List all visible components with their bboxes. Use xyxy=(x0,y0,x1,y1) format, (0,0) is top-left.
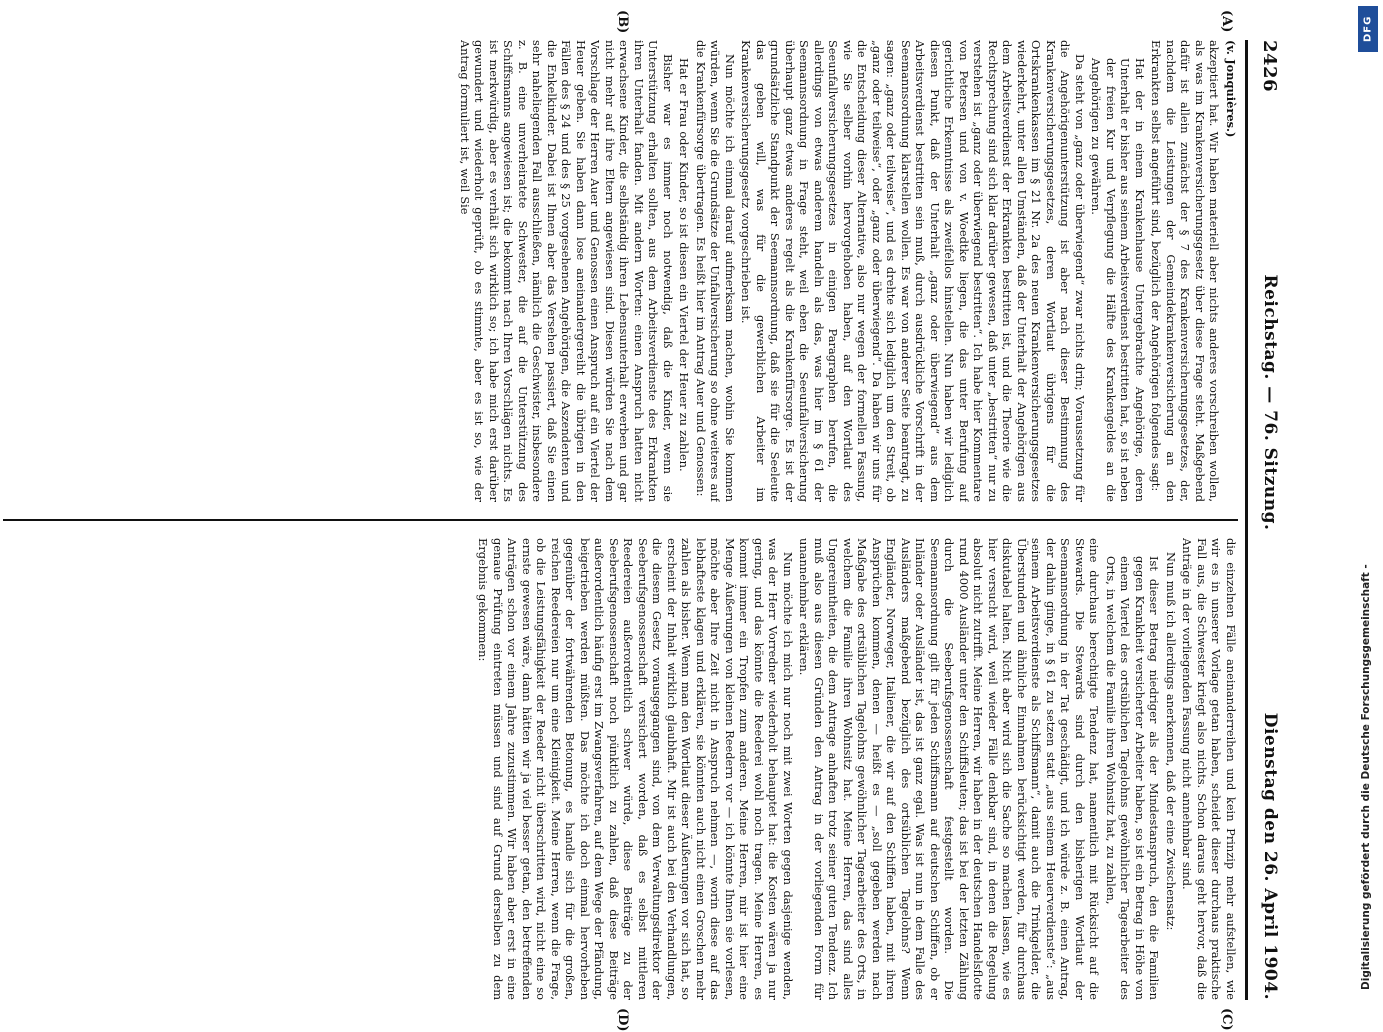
document-page xyxy=(0,10,1290,1032)
paragraph: eine durchaus berechtigte Tendenz hat, namentlich mit Rücksicht auf die Stewards. Die Stewards sind durch den bisherigen Wortlaut der Seemannsordnung in der Tat geschädigt, und ich würde z. B. einen Antrag, der dahin ginge, in § 61 zu setzen statt „aus seinem Heuerverdienste“: „aus seinem Arbeitsverdienste als Schiffsmann“, damit auch die Trinkgelder, die Überstunden und ähnliche Einnahmen berücksichtigt werden, für durchaus diskutabel halten. Nicht aber wird sich die Sache so machen lassen, wie es hier versucht wird, weil wieder Fälle denkbar sind, in denen die Regelung absolut nicht zutrifft. Meine Herren, wir haben in der deutschen Handelsflotte rund 4000 Ausländer unter den Schiffsleuten; das ist bei der letzten Zählung durch die Seeberufsgenossenschaft festgestellt worden. Die Seemannsordnung gilt für jeden Schiffsmann auf deutschen Schiffen, ob er Inländer oder Ausländer ist, das ist ganz egal. Was ist nun in dem Falle des Ausländers maßgebend bezüglich des ortsüblichen Tagelohns? Wenn Engländer, Norweger, Italiener, die wir auf den Schiffen haben, mit ihren Ansprüchen kommen, denen — heißt es — „soll gegeben werden nach Maßgabe des ortsüblichen Tagelohns gewöhnlicher Tagearbeiter des Orts, in welchem die Familie ihren Wohnsitz hat. Meine Herren, das sind alles Ungereimtheiten, die dem Antrage anhaften trotz seiner guten Tendenz. Ich muß also aus diesen Gründen den Antrag in der vorliegenden Form für unannehmbar erklären. xyxy=(797,538,1102,1000)
paragraph: Bisher war es immer noch notwendig, daß die Kinder, wenn sie Unterstützung erhalten sollten, aus dem Arbeitsverdienste des Erkrankten ihren Unterhalt fanden. Mit andern Worten: einen Anspruch hatten nicht erwachsene Kinder, die selbständig ihren Lebensunterhalt erwerben und gar nicht mehr auf ihre Eltern angewiesen sind. Diesen würden Sie nach dem Vorschlage der Herren Auer und Genossen einen Anspruch auf ein Viertel der Heuer geben. Sie haben dann lose aneinandergereiht die übrigen in den Fällen des § 24 und des § 25 vorgesehenen Angehörigen, die Aszendenten und die Enkelkinder. Dabei ist Ihnen aber das Versehen passiert, daß Sie einen sehr naheliegenden Fall ausschließen, nämlich die Geschwister, insbesondere z. B. eine unverheiratete Schwester, die auf die Unterstützung des Schiffsmanns angewiesen ist; die bekommt nach Ihren Vorschlägen nichts. Es ist merkwürdig, aber es verhält sich wirklich so; ich habe mich erst darüber gewundert und wiederholt geprüft, ob es stimmte, aber es ist so, wie der Antrag formuliert ist, weil Sie xyxy=(458,40,675,502)
quotation: Ist dieser Betrag niedriger als der Mindestanspruch, den die Familien gegen Krankheit versicherter Arbeiter haben, so ist ein Betrag in Höhe von einem Viertel des ortsüblichen Tagelohns gewöhnlicher Tagearbeiter des Orts, in welchem die Familie ihren Wohnsitz hat, zu zahlen, xyxy=(1104,556,1162,1000)
header-right-title: Dienstag den 26. April 1904. xyxy=(1260,712,1280,1000)
quotation: Hat er Frau oder Kinder, so ist diesen ein Viertel der Heuer zu zahlen. xyxy=(677,58,692,472)
page-header xyxy=(1250,40,1290,1000)
paragraph: akzeptiert hat. Wir haben materiell aber nichts anderes vorschreiben wollen, als was im Krankenversicherungsgesetz über diese Frage steht. Maßgebend dafür ist allein zunächst der § 7 des Krankenversicherungsgesetzes, der, nachdem die Leistungen der Gemeindekrankenversicherung an den Erkrankten selbst angeführt sind, bezüglich der Angehörigen folgendes sagt: xyxy=(1149,40,1222,502)
speaker-name: (v. Jonquières.) xyxy=(1224,40,1238,138)
dfg-logo: DFG xyxy=(1358,6,1378,52)
paragraph: Da steht von „ganz oder überwiegend“ zwar nichts drin; Voraussetzung für die Angehörigenunterstützung ist aber nach dieser Bestimmung des Krankenversicherungsgesetzes, deren Wortlaut übrigens für die Ortskrankenkassen im § 21 Nr. 2a des neuen Krankenversicherungsgesetzes wiederkehrt, unter allen Umständen, daß der Unterhalt der Angehörigen aus dem Arbeitsverdienst der Erkrankten bestritten ist, und die Theorie wie die Rechtsprechung sind sich klar darüber gewesen, daß unter „bestritten“ nur zu verstehen ist „ganz oder überwiegend bestritten“. Ich habe hier Kommentare von Petersen und von v. Woedtke liegen, die das unter Berufung auf gerichtliche Erkenntnisse als zweifellos hinstellen. Nun haben wir lediglich diesen Punkt, daß der Unterhalt „ganz oder überwiegend“ aus dem Arbeitsverdienst bestritten sein muß, durch ausdrückliche Vorschrift in der Seemannsordnung klarstellen wollen. Es war von anderer Seite beantragt, zu sagen: „ganz oder teilweise“, und es drehte sich lediglich um den Streit, ob „ganz oder teilweise“, oder „ganz oder überwiegend“. Da haben wir uns für die Entscheidung dieser Alternative, also nur wegen der formellen Fassung, wie Sie selber vorhin hervorgehoben haben, auf den Wortlaut des Seeunfallversicherungsgesetzes in einigen Paragraphen berufen, die allerdings von etwas anderem handeln als das, was hier im § 61 der Seemannsordnung in Frage steht, weil eben die Seeunfallversicherung überhaupt ganz etwas anderes regelt als die Krankenfürsorge. Es ist der grundsätzliche Standpunkt der Seemannsordnung, daß sie für die Seeleute das geben will, was für die gewerblichen Arbeiter im Krankenversicherungsgesetz vorgeschrieben ist. xyxy=(739,40,1087,502)
page-number: 2426 xyxy=(1259,40,1281,93)
paragraph: Nun möchte ich einmal darauf aufmerksam machen, wohin Sie kommen würden, wenn Sie die Grundsätze der Unfallversicherung so ohne weiteres auf die Krankenfürsorge übertragen. Es heißt hier im Antrag Auer und Genossen: xyxy=(694,40,737,502)
digitization-credit xyxy=(1356,0,1382,1000)
margin-marker-b: (B) xyxy=(615,10,630,34)
column-divider xyxy=(3,519,1238,521)
header-rule xyxy=(1245,40,1248,1000)
margin-marker-a: (A) xyxy=(1219,10,1234,33)
right-column xyxy=(3,538,1238,1000)
margin-marker-c: (C) xyxy=(1219,1008,1234,1031)
header-left-title: Reichstag. — 76. Sitzung. xyxy=(1260,274,1280,531)
paragraph: Nun möchte ich mich nur noch mit zwei Worten gegen dasjenige wenden, was der Herr Vorredner wiederholt behauptet hat: die Kosten wären ja nur gering, und das könnte die Reederei wohl noch tragen. Meine Herren, es kommt immer ein Tropfen zum anderen. Meine Herren, mir ist hier eine Menge Äußerungen von kleinen Reedern vor — ich könnte Ihnen sie vorlesen, möchte aber Ihre Zeit nicht in Anspruch nehmen —, worin diese auf das lebhafteste klagen und erklären, sie könnten auch nicht einen Groschen mehr zahlen als bisher. Wenn man den Wortlaut dieser Äußerungen vor sich hat, so erscheint der Inhalt wirklich glaubhaft. Mir ist auch bei den Verhandlungen, die diesem Gesetz vorausgegangen sind, von dem Verwaltungsdirektor der Seeberufsgenossenschaft versichert worden, daß es selbst mittleren Reedereien außerordentlich schwer würde, diese Beiträge zu der Seeberufsgenossenschaft noch pünktlich zu zahlen, daß diese Beiträge außerordentlich häufig erst im Zwangsverfahren, auf dem Wege der Pfändung, beigetrieben werden müßten. Das möchte ich doch einmal hervorheben gegenüber der fortwährenden Betonung, es handle sich für die großen, reichen Reedereien nur um eine Kleinigkeit. Meine Herren, wenn die Frage, ob die Leistungsfähigkeit der Reeder nicht überschritten wird, nicht eine so ernste gewesen wäre, dann hätten wir ja viel besser getan, den betreffenden Anträgen schon vor einem Jahre zuzustimmen. Wir haben aber erst in eine genaue Prüfung eintreten müssen und sind auf Grund derselben zu dem Ergebnis gekommen: xyxy=(476,538,795,1000)
paragraph: Nun muß ich allerdings anerkennen, daß der eine Zwischensatz: xyxy=(1164,552,1178,931)
credit-text: Digitalisierung gefördert durch die Deutsche Forschungsgemeinschaft - xyxy=(1360,564,1372,990)
margin-marker-d: (D) xyxy=(615,1008,630,1032)
paragraph: die einzelnen Fälle aneinanderreihen und kein Prinzip mehr aufstellen, wie wir es in unserer Vorlage getan haben, scheidet dieser durchaus praktische Fall aus, die Schwester kriegt also nichts. Schon daraus geht hervor, daß die Anträge in der vorliegenden Fassung nicht annehmbar sind. xyxy=(1180,538,1238,1000)
left-column xyxy=(3,40,1238,502)
quotation: Hat der in einem Krankenhause Untergebrachte Angehörige, deren Unterhalt er bisher aus seinem Arbeitsverdienst bestritten hat, so ist neben der freien Kur und Verpflegung die Hälfte des Krankengeldes an die Angehörigen zu gewähren. xyxy=(1089,58,1147,502)
